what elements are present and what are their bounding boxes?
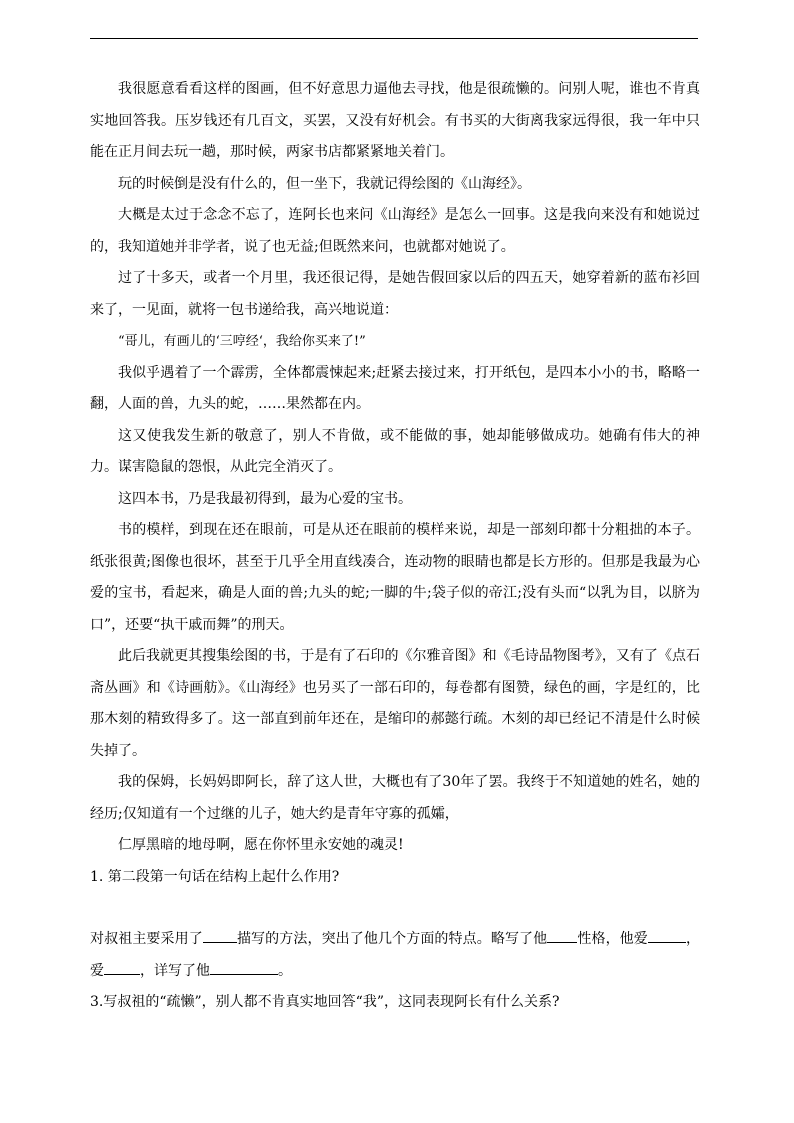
question-2-text: ，爱 [90, 931, 701, 979]
paragraph: 我的保姆，长妈妈即阿长，辞了这人世，大概也有了30年了罢。我终于不知道她的姓名，她的经历;仅知道有一个过继的儿子，她大约是青年守寡的孤孀， [90, 774, 700, 822]
paragraph: 仁厚黑暗的地母啊，愿在你怀里永安她的魂灵! [118, 837, 404, 853]
question-2-text: ，详写了他 [140, 962, 210, 979]
question-2-text: 。 [278, 962, 292, 979]
paragraph: 过了十多天，或者一个月里，我还很记得，是她告假回家以后的四五天，她穿着新的蓝布衫回来了，一见面，就将一包书递给我，高兴地说道： [90, 270, 700, 318]
paragraph: 玩的时候倒是没有什么的，但一坐下，我就记得绘图的《山海经》。 [118, 175, 531, 192]
fill-blank[interactable] [648, 928, 686, 943]
paragraph: 这四本书，乃是我最初得到，最为心爱的宝书。 [118, 490, 412, 507]
paragraph: 我很愿意看看这样的图画，但不好意思力逼他去寻找，他是很疏懒的。问别人呢，谁也不肯真实地回答我。压岁钱还有几百文，买罢，又没有好机会。有书买的大街离我家远得很，我一年中只能在正月间去玩一趟，那时候，两家书店都紧紧地关着门。 [90, 81, 700, 160]
paragraph: 这又使我发生新的敬意了，别人不肯做，或不能做的事，她却能够做成功。她确有伟大的神力。谋害隐鼠的怨恨，从此完全消灭了。 [90, 427, 700, 475]
question-2 [90, 924, 700, 987]
fill-blank[interactable] [203, 928, 237, 943]
question-3: 3.写叔祖的“疏懒”，别人都不肯真实地回答“我”，这同表现阿长有什么关系? [90, 994, 560, 1010]
fill-blank[interactable] [104, 960, 140, 975]
answer-space [90, 893, 700, 924]
fill-blank[interactable] [547, 928, 577, 943]
question-2-text: 对叔祖主要采用了 [90, 931, 203, 947]
paragraph: 书的模样，到现在还在眼前，可是从还在眼前的模样来说，却是一部刻印都十分粗拙的本子。纸张很黄;图像也很坏，甚至于几乎全用直线凑合，连动物的眼睛也都是长方形的。但那是我最为心爱的宝书，看起来，确是人面的兽;九头的蛇;一脚的牛;袋子似的帝江;没有头而“以乳为目，以脐为口”，还要“执干戚而舞”的刑天。 [90, 522, 700, 633]
header-rule [90, 38, 698, 39]
question-2-text: 描写的方法，突出了他几个方面的特点。略写了他 [236, 931, 548, 947]
passage [90, 74, 700, 1019]
question-2-text: 性格，他爱 [577, 931, 648, 947]
paragraph: 此后我就更其搜集绘图的书，于是有了石印的《尔雅音图》和《毛诗品物图考》，又有了《点石斋丛画》和《诗画舫》。《山海经》也另买了一部石印的，每卷都有图赞，绿色的画，字是红的，比那木刻的精致得多了。这一部直到前年还在，是缩印的郝懿行疏。木刻的却已经记不清是什么时候失掉了。 [90, 648, 700, 759]
quoted-speech: “哥儿，有画儿的‘三哼经‘，我给你买来了!” [118, 334, 366, 349]
fill-blank[interactable] [210, 960, 278, 975]
question-1: 1. 第二段第一句话在结构上起什么作用? [90, 868, 340, 885]
paragraph: 我似乎遇着了一个霹雳，全体都震悚起来;赶紧去接过来，打开纸包，是四本小小的书，略略一翻，人面的兽，九头的蛇，……果然都在内。 [90, 364, 700, 412]
paragraph: 大概是太过于念念不忘了，连阿长也来问《山海经》是怎么一回事。这是我向来没有和她说过的，我知道她并非学者，说了也无益;但既然来问，也就都对她说了。 [90, 207, 700, 255]
